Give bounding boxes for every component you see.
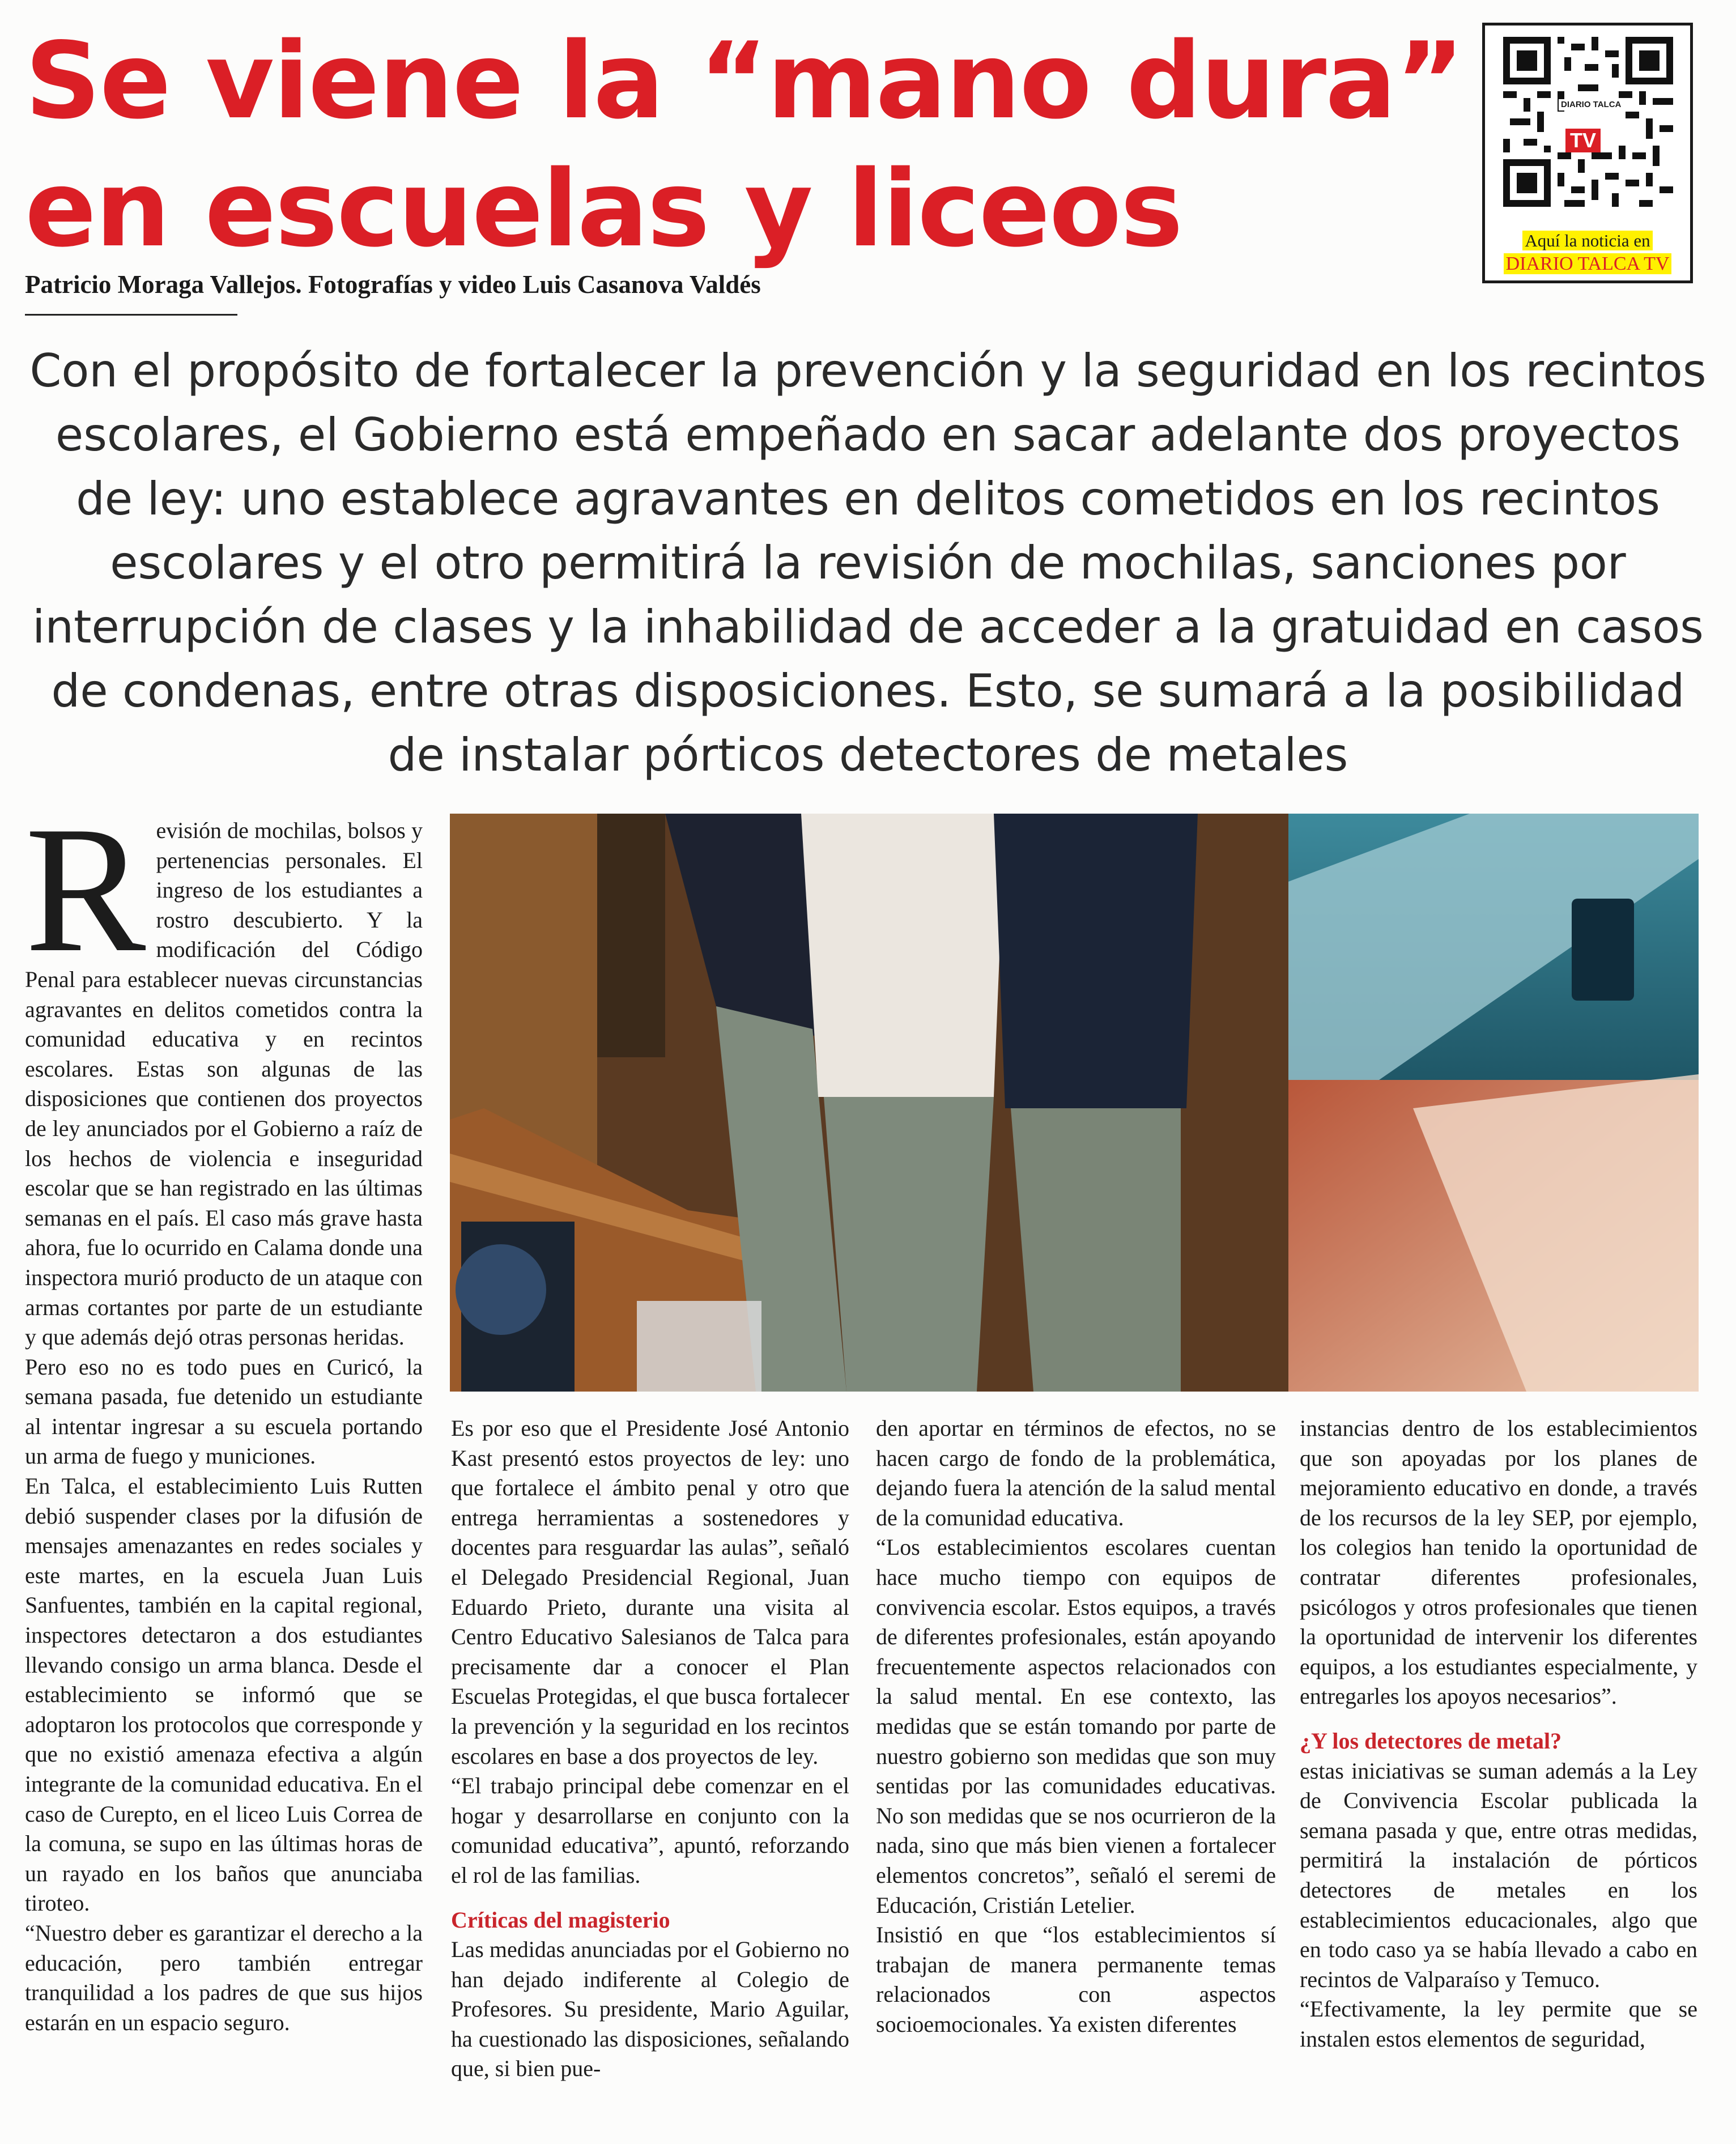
body-paragraph: estas iniciativas se suman además a la Ley de Convivencia Escolar publicada la semana pasada y que, entre otras medidas, permitirá la instalación de pórticos detectores de metales en los establecimientos educacionales, algo que en todo caso ya se había llevado a cabo en recintos de Valparaíso y Temuco. bbox=[1300, 1758, 1697, 1992]
qr-tv-badge: TV bbox=[1565, 129, 1601, 152]
drop-cap: R bbox=[25, 816, 146, 990]
students-bench-photo bbox=[450, 814, 1699, 1392]
body-paragraph: “Efectivamente, la ley permite que se instalen estos elementos de seguridad, bbox=[1300, 1996, 1697, 2052]
headline bbox=[25, 17, 1463, 273]
body-paragraph: den aportar en términos de efectos, no se hacen cargo de fondo de la problemática, dejando fuera la atención de la salud mental de la comunidad educativa. bbox=[876, 1415, 1276, 1530]
qr-code-icon[interactable] bbox=[1503, 37, 1673, 207]
byline: Patricio Moraga Vallejos. Fotografías y video Luis Casanova Valdés bbox=[25, 270, 761, 299]
qr-logo-text: DIARIO TALCA bbox=[1559, 99, 1623, 110]
body-paragraph: Las medidas anunciadas por el Gobierno no han dejado indiferente al Colegio de Profesores. Su presidente, Mario Aguilar, ha cuestionado las disposiciones, señalando que, si bien pue- bbox=[451, 1937, 849, 2082]
body-paragraph: instancias dentro de los establecimientos que son apoyadas por los planes de mejoramiento educativo en donde, a través de los recursos de la ley SEP, por ejemplo, los colegios han tenido la oportunidad de contratar diferentes profesionales, psicólogos y otros profesionales que tienen la oportunidad de intervenir los diferentes equipos, a los estudiantes especialmente, y entregarles los apoyos necesarios”. bbox=[1300, 1415, 1697, 1709]
spacer bbox=[1300, 1712, 1697, 1726]
qr-caption-2: DIARIO TALCA TV bbox=[1485, 253, 1690, 275]
article-column-3 bbox=[876, 1414, 1276, 2128]
headline-line-1: Se viene la “mano dura” bbox=[25, 19, 1463, 142]
qr-box[interactable] bbox=[1482, 23, 1693, 283]
qr-caption-1: Aquí la noticia en bbox=[1485, 231, 1690, 251]
body-paragraph: “El trabajo principal debe comenzar en el hogar y desarrollarse en conjunto con la comunidad educativa”, apuntó, reforzando el rol de las familias. bbox=[451, 1773, 849, 1888]
spacer bbox=[451, 1891, 849, 1905]
article-column-2 bbox=[451, 1414, 849, 2128]
body-paragraph: Pero eso no es todo pues en Curicó, la semana pasada, fue detenido un estudiante al intentar ingresar a su escuela portando un arma de fuego y municiones. bbox=[25, 1354, 423, 1469]
body-paragraph: “Nuestro deber es garantizar el derecho a la educación, pero también entregar tranquilidad a los padres de que sus hijos estarán en un espacio seguro. bbox=[25, 1920, 423, 2035]
body-paragraph: Insistió en que “los establecimientos sí trabajan de manera permanente temas relacionados con aspectos socioemocionales. Ya existen diferentes bbox=[876, 1922, 1276, 2037]
byline-rule bbox=[25, 314, 237, 316]
article-photo bbox=[450, 814, 1699, 1392]
subhead-criticas: Críticas del magisterio bbox=[451, 1907, 670, 1933]
body-paragraph: En Talca, el establecimiento Luis Rutten debió suspender clases por la difusión de mensajes amenazantes en redes sociales y este martes, en la escuela Juan Luis Sanfuentes, también en la capital regional, inspectores detectaron a dos estudiantes llevando consigo un arma blanca. Desde el establecimiento se informó que se adoptaron los protocolos que corresponde y que no existió amenaza efectiva a algún integrante de la comunidad educativa. En el caso de Curepto, en el liceo Luis Correa de la comuna, se supo en las últimas horas de un rayado en los baños que anunciaba tiroteo. bbox=[25, 1473, 423, 1916]
body-paragraph: “Los establecimientos escolares cuentan hace mucho tiempo con equipos de convivencia escolar. Estos equipos, a través de diferentes profesionales, están apoyando frecuentemente aspectos relacionados con la salud mental. En ese contexto, las medidas que se están tomando por parte de nuestro gobierno son medidas que son muy sentidas por las comunidades educativas. No son medidas que se nos ocurrieron de la nada, sino que más bien vienen a fortalecer elementos concretos”, señaló el seremi de Educación, Cristián Letelier. bbox=[876, 1534, 1276, 1918]
headline-line-2: en escuelas y liceos bbox=[25, 147, 1182, 270]
body-paragraph: Es por eso que el Presidente José Antonio Kast presentó estos proyectos de ley: uno que fortalece el ámbito penal y otro que entrega herramientas a sostenedores y docentes para resguardar las aulas”, señaló el Delegado Presidencial Regional, Juan Eduardo Prieto, durante una visita al Centro Educativo Salesianos de Talca para precisamente dar a conocer el Plan Escuelas Protegidas, el que busca fortalecer la prevención y la seguridad en los recintos escolares en base a dos proyectos de ley. bbox=[451, 1415, 849, 1769]
body-paragraph: evisión de mochilas, bolsos y pertenencias personales. El ingreso de los estudiantes a rostro descubierto. Y la modificación del Código Penal para establecer nuevas circunstancias agravantes en delitos cometidos contra la comunidad educativa y en recintos escolares. Estas son algunas de las disposiciones que contienen dos proyectos de ley anunciados por el Gobierno a raíz de los hechos de violencia e inseguridad escolar que se han registrado en las últimas semanas en el país. El caso más grave hasta ahora, fue lo ocurrido en Calama donde una inspectora murió producto de un ataque con armas cortantes por parte de un estudiante y que además dejó otras personas heridas. bbox=[25, 818, 423, 1350]
lead-paragraph: Con el propósito de fortalecer la prevención y la seguridad en los recintos escolares, el Gobierno está empeñado en sacar adelante dos proyectos de ley: uno establece agravantes en delitos cometidos en los recintos escolares y el otro permitirá la revisión de mochilas, sanciones por interrupción de clases y la inhabilidad de acceder a la gratuidad en casos de condenas, entre otras disposiciones. Esto, se sumará a la posibilidad de instalar pórticos detectores de metales bbox=[29, 344, 1707, 781]
subhead-detectores: ¿Y los detectores de metal? bbox=[1300, 1728, 1562, 1754]
article-column-1 bbox=[25, 816, 423, 2125]
article-column-4 bbox=[1300, 1414, 1697, 2128]
